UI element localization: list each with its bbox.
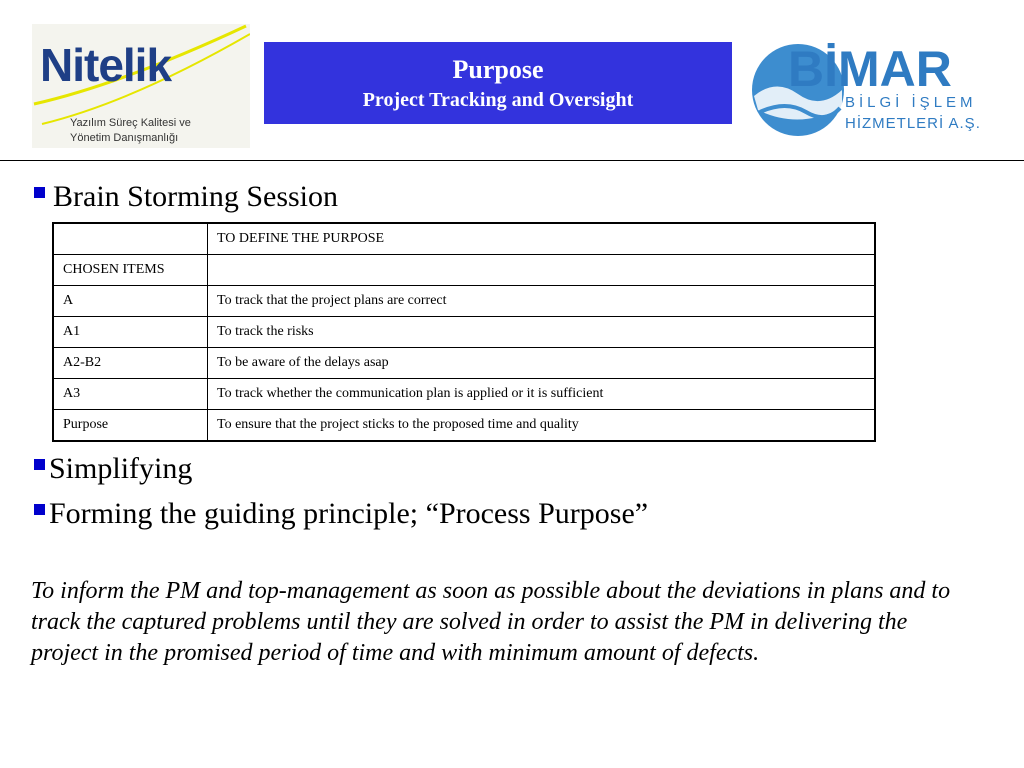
- nitelik-tagline: Yazılım Süreç Kalitesi ve Yönetim Danışmanlığı: [70, 117, 191, 144]
- nitelik-logo-text: Nitelik: [40, 39, 172, 91]
- table-cell-key: A1: [53, 317, 208, 348]
- table-cell-key: A3: [53, 379, 208, 410]
- bullet-square-icon: [34, 187, 45, 198]
- table-cell-value: [208, 255, 876, 286]
- table-cell-key: CHOSEN ITEMS: [53, 255, 208, 286]
- table-cell-value: TO DEFINE THE PURPOSE: [208, 223, 876, 255]
- bullet-forming: Forming the guiding principle; “Process Purpose”: [34, 497, 648, 531]
- table-cell-value: To ensure that the project sticks to the proposed time and quality: [208, 410, 876, 442]
- table-cell-key: Purpose: [53, 410, 208, 442]
- table-row: [53, 286, 875, 317]
- bullet-square-icon: [34, 504, 45, 515]
- bullet-square-icon: [34, 459, 45, 470]
- bullet-brainstorming: Brain Storming Session: [34, 180, 338, 214]
- table-row: [53, 410, 875, 442]
- table-cell-key: A2-B2: [53, 348, 208, 379]
- table-cell-key: A: [53, 286, 208, 317]
- table-cell-value: To track the risks: [208, 317, 876, 348]
- slide-title: Purpose: [452, 55, 544, 84]
- table-cell-value: To track whether the communication plan is applied or it is sufficient: [208, 379, 876, 410]
- header-divider: [0, 160, 1024, 161]
- table-cell-value: To be aware of the delays asap: [208, 348, 876, 379]
- table-cell-key: [53, 223, 208, 255]
- table-row: [53, 317, 875, 348]
- chosen-items-table: [52, 222, 876, 442]
- table-cell-value: To track that the project plans are correct: [208, 286, 876, 317]
- bullet-simplifying: Simplifying: [34, 452, 192, 486]
- bimar-tagline-1: BİLGİ İŞLEM: [845, 94, 977, 111]
- purpose-statement: To inform the PM and top-management as soon as possible about the deviations in plans and to track the captured problems until they are solved in order to assist the PM in delivering the project in the promised period of time and with minimum amount of defects.: [31, 578, 951, 666]
- table-row: [53, 348, 875, 379]
- bimar-tagline-2: HİZMETLERİ A.Ş.: [845, 115, 981, 132]
- table-row: [53, 379, 875, 410]
- table-row: [53, 255, 875, 286]
- title-box: [264, 42, 732, 124]
- bimar-logo-text: BİMAR: [788, 41, 952, 97]
- table-row: [53, 223, 875, 255]
- slide-subtitle: Project Tracking and Oversight: [362, 89, 634, 111]
